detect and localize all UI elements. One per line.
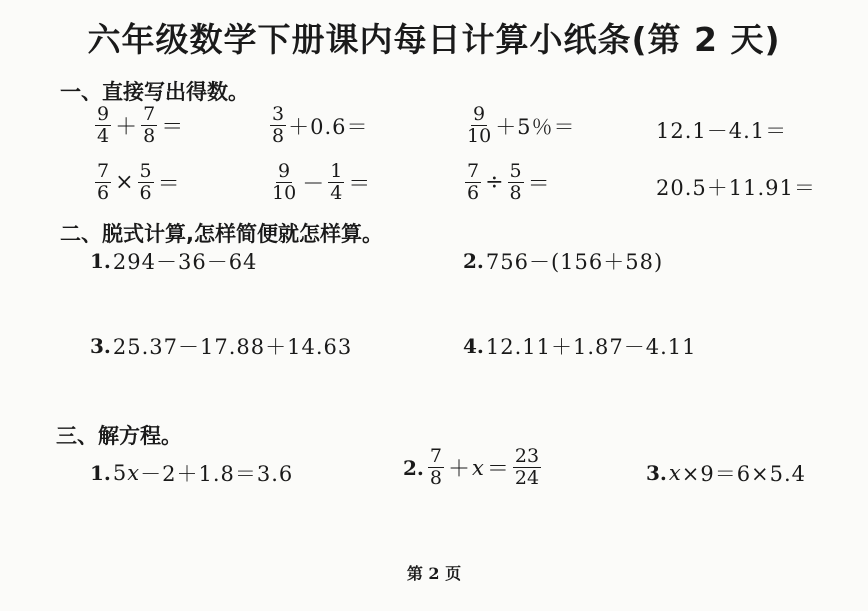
page-title: 六年级数学下册课内每日计算小纸条(第 2 天) bbox=[87, 20, 781, 59]
fraction: $\frac{7}{6}$ bbox=[467, 160, 480, 204]
fraction: $\frac{5}{6}$ bbox=[139, 160, 152, 204]
problem-1-6: $\frac{9}{10}$ － $\frac{1}{4}$ ＝ bbox=[272, 160, 371, 204]
fraction: $\frac{1}{4}$ bbox=[330, 160, 343, 204]
page-number: 第 2 页 bbox=[406, 564, 462, 583]
problem-2-2: 2. 756－(156＋58) bbox=[463, 249, 664, 274]
section-1-heading: 一、直接写出得数。 bbox=[60, 80, 249, 104]
problem-1-7: $\frac{7}{6}$ ÷ $\frac{5}{8}$ ＝ bbox=[467, 160, 550, 204]
equation-3-3: 3. x ×9＝6×5.4 bbox=[646, 461, 807, 486]
fraction: $\frac{23}{24}$ bbox=[514, 445, 540, 489]
fraction: $\frac{9}{10}$ bbox=[467, 103, 492, 147]
section-3-heading: 三、解方程。 bbox=[56, 424, 182, 448]
fraction: $\frac{9}{4}$ bbox=[97, 103, 110, 147]
fraction: $\frac{7}{8}$ bbox=[429, 445, 442, 489]
problem-2-4: 4. 12.11＋1.87－4.11 bbox=[463, 334, 697, 359]
problem-1-5: $\frac{7}{6}$ × $\frac{5}{6}$ ＝ bbox=[97, 160, 180, 204]
fraction: $\frac{9}{10}$ bbox=[272, 160, 297, 204]
fraction: $\frac{7}{6}$ bbox=[97, 160, 110, 204]
problem-1-1: $\frac{9}{4}$ ＋ $\frac{7}{8}$ ＝ bbox=[97, 103, 184, 147]
problem-2-3: 3. 25.37－17.88＋14.63 bbox=[90, 334, 353, 359]
problem-1-3: $\frac{9}{10}$ ＋5％＝ bbox=[467, 103, 576, 147]
problem-1-8: 20.5＋11.91＝ bbox=[656, 176, 816, 200]
equation-3-1: 1. 5 x －2＋1.8＝3.6 bbox=[90, 461, 294, 486]
problem-1-4: 12.1－4.1＝ bbox=[656, 119, 788, 143]
fraction: $\frac{5}{8}$ bbox=[509, 160, 522, 204]
problem-1-2: $\frac{3}{8}$ ＋0.6＝ bbox=[272, 103, 369, 147]
fraction: $\frac{3}{8}$ bbox=[272, 103, 285, 147]
fraction: $\frac{7}{8}$ bbox=[143, 103, 156, 147]
equation-3-2: 2. $\frac{7}{8}$ ＋ x ＝ $\frac{23}{24}$ bbox=[403, 445, 540, 489]
section-2-heading: 二、脱式计算,怎样简便就怎样算。 bbox=[60, 222, 383, 246]
problem-2-1: 1. 294－36－64 bbox=[90, 249, 258, 274]
